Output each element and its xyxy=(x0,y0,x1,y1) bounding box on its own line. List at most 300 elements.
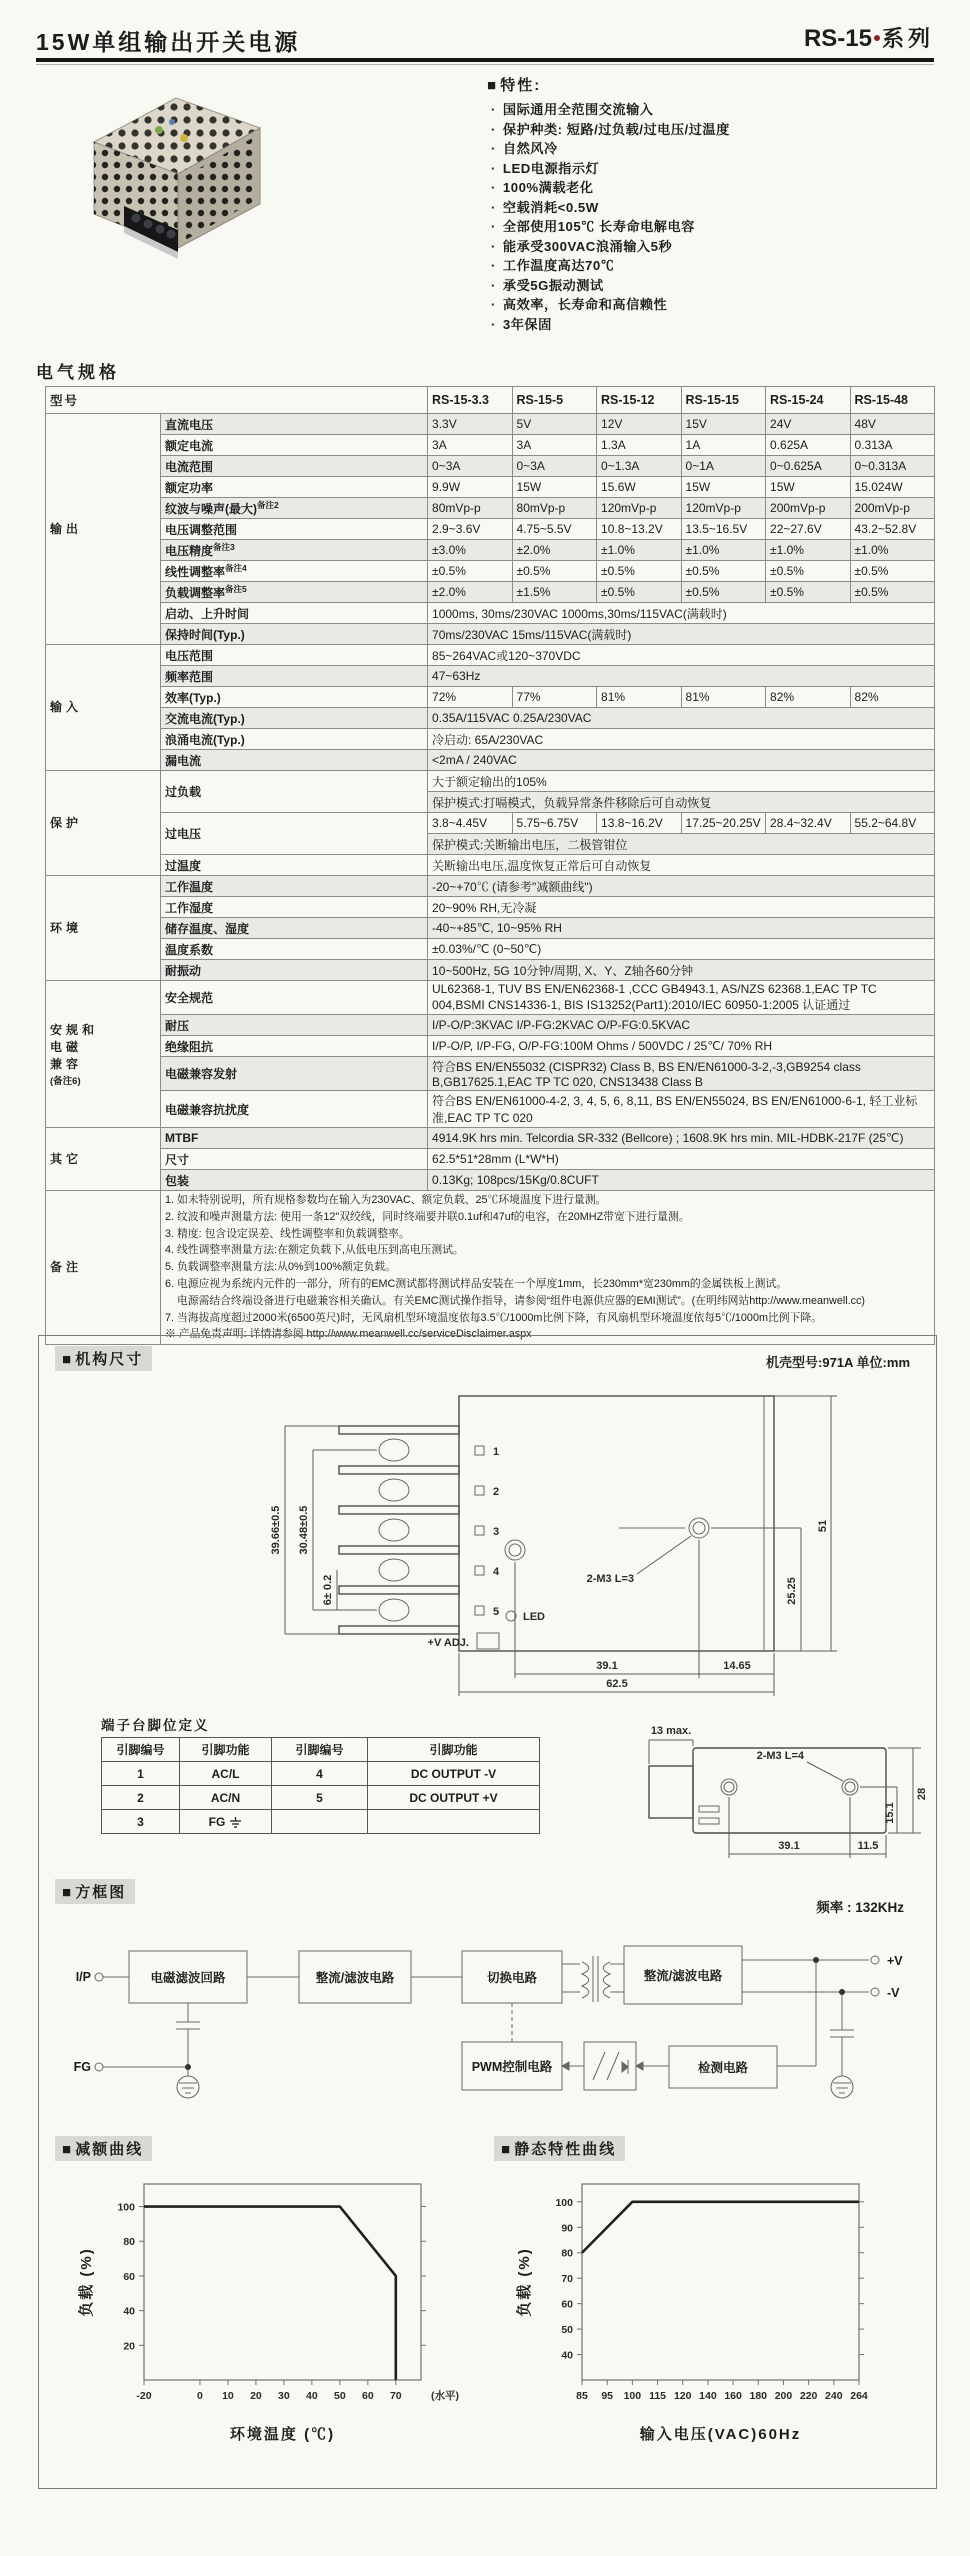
model-header: RS-15-24 xyxy=(766,387,851,414)
spec-row xyxy=(46,1057,935,1091)
pin-table-cell: FG xyxy=(180,1810,272,1834)
pin-table-row xyxy=(102,1810,540,1834)
feature-item: · 保护种类: 短路/过负载/过电压/过温度 xyxy=(491,120,942,140)
spec-row xyxy=(46,729,935,750)
svg-text:70: 70 xyxy=(389,2390,402,2402)
spec-value: ±2.0% xyxy=(512,540,597,561)
spec-value: ±0.5% xyxy=(428,561,513,582)
spec-value: 0~0.313A xyxy=(850,456,935,477)
spec-row xyxy=(46,1128,935,1149)
note-line: 1. 如未特别说明，所有规格参数均在输入为230VAC、额定负载、25℃环境温度下进行量测。 xyxy=(165,1194,607,1206)
spec-value: ±0.5% xyxy=(850,561,935,582)
dim-pitch: 6± 0.2 xyxy=(322,1574,334,1606)
model-column-header: 型号 xyxy=(46,387,428,414)
spec-row xyxy=(46,1170,935,1191)
pin-table-cell: 4 xyxy=(272,1762,368,1786)
spec-value: 200mVp-p xyxy=(766,498,851,519)
pin-table-row xyxy=(102,1786,540,1810)
section-group-label: 环境 xyxy=(46,876,161,981)
feature-item: · LED电源指示灯 xyxy=(491,159,942,179)
spec-value-span: ±0.03%/℃ (0~50℃) xyxy=(428,939,935,960)
svg-text:60: 60 xyxy=(561,2298,573,2311)
spec-row xyxy=(46,519,935,540)
svg-text:264: 264 xyxy=(850,2390,868,2402)
spec-value: 13.8~16.2V xyxy=(597,813,682,834)
spec-row xyxy=(46,666,935,687)
pin-table xyxy=(101,1737,540,1834)
emi-filter-block: 电磁滤波回路 xyxy=(150,1971,226,1985)
spec-value: ±0.5% xyxy=(681,582,766,603)
note-line: 2. 纹波和噪声测量方法: 使用一条12"双绞线，同时终端要并联0.1uf和47uf的电容，在20MHZ带宽下进行量测。 xyxy=(165,1210,690,1223)
feature-item: · 承受5G振动测试 xyxy=(491,276,942,296)
pin-table-header-cell: 引脚编号 xyxy=(102,1738,180,1762)
vminus-terminal-label: -V xyxy=(887,1986,900,2000)
pin-table-cell: AC/L xyxy=(180,1762,272,1786)
spec-row-label: 额定功率 xyxy=(161,477,428,498)
row-note-ref: 备注4 xyxy=(225,563,247,573)
spec-row-label: 尺寸 xyxy=(161,1149,428,1170)
spec-row-label: 工作温度 xyxy=(161,876,428,897)
feature-item: · 全部使用105℃ 长寿命电解电容 xyxy=(491,217,942,237)
spec-value-span: 20~90% RH,无冷凝 xyxy=(428,897,935,918)
spec-row-label: 电压范围 xyxy=(161,645,428,666)
section-group-label: 输入 xyxy=(46,645,161,771)
dim-case-height: 51 xyxy=(817,1519,829,1533)
spec-value: ±0.5% xyxy=(681,561,766,582)
section-group-label: 保护 xyxy=(46,771,161,876)
svg-text:60: 60 xyxy=(123,2270,135,2283)
spec-value: 120mVp-p xyxy=(597,498,682,519)
fg-terminal-label: FG xyxy=(73,2060,91,2074)
spec-row xyxy=(46,645,935,666)
note-line: 3. 精度: 包含设定误差、线性调整率和负载调整率。 xyxy=(165,1227,410,1240)
spec-row-label: 纹波与噪声(最大)$^{备注2}$ xyxy=(161,498,428,519)
ground-icon xyxy=(229,1817,242,1828)
spec-value: 0.313A xyxy=(850,435,935,456)
spec-value: ±0.5% xyxy=(512,561,597,582)
spec-row-label: 漏电流 xyxy=(161,750,428,771)
spec-value: 12V xyxy=(597,414,682,435)
feature-item: · 国际通用全范围交流输入 xyxy=(491,100,942,120)
svg-text:90: 90 xyxy=(561,2222,573,2235)
spec-row-label: 启动、上升时间 xyxy=(161,603,428,624)
spec-value: 80mVp-p xyxy=(512,498,597,519)
spec-value: 4.75~5.5V xyxy=(512,519,597,540)
derating-chart xyxy=(69,2170,489,2460)
spec-value-span: 62.5*51*28mm (L*W*H) xyxy=(428,1149,935,1170)
spec-row xyxy=(46,687,935,708)
pin-table-title: 端子台脚位定义 xyxy=(101,1718,210,1733)
spec-value: 82% xyxy=(850,687,935,708)
svg-text:0: 0 xyxy=(197,2390,203,2402)
spec-row xyxy=(46,603,935,624)
spec-row-label: 电压精度$^{备注3}$ xyxy=(161,540,428,561)
spec-row xyxy=(46,981,935,1015)
spec-value: 0~0.625A xyxy=(766,456,851,477)
svg-text:40: 40 xyxy=(123,2305,135,2318)
spec-row-label: 电磁兼容抗扰度 xyxy=(161,1091,428,1128)
side-view-drawing xyxy=(641,1718,931,1870)
spec-row-label: 额定电流 xyxy=(161,435,428,456)
spec-value: 3A xyxy=(512,435,597,456)
spec-value: 3.8~4.45V xyxy=(428,813,513,834)
model-header: RS-15-15 xyxy=(681,387,766,414)
spec-value-span: <2mA / 240VAC xyxy=(428,750,935,771)
feature-item: · 100%满载老化 xyxy=(491,178,942,198)
spec-value: 120mVp-p xyxy=(681,498,766,519)
dim-depth: 13 max. xyxy=(650,1725,692,1737)
dim-hole-edge: 14.65 xyxy=(723,1660,751,1672)
spec-row xyxy=(46,414,935,435)
spec-value-span: I/P-O/P:3KVAC I/P-FG:2KVAC O/P-FG:0.5KVAC xyxy=(428,1015,935,1036)
svg-text:40: 40 xyxy=(561,2349,573,2362)
spec-value: 9.9W xyxy=(428,477,513,498)
spec-value: 0~1A xyxy=(681,456,766,477)
spec-row-label: 线性调整率$^{备注4}$ xyxy=(161,561,428,582)
spec-value-span: 70ms/230VAC 15ms/115VAC(满载时) xyxy=(428,624,935,645)
spec-value-span: 10~500Hz, 5G 10分钟/周期, X、Y、Z轴各60分钟 xyxy=(428,960,935,981)
svg-text:100: 100 xyxy=(623,2390,642,2402)
spec-value-span: -40~+85℃, 10~95% RH xyxy=(428,918,935,939)
svg-text:50: 50 xyxy=(334,2390,346,2402)
spec-row-label: 工作湿度 xyxy=(161,897,428,918)
block-diagram xyxy=(59,1924,919,2129)
feature-item: · 能承受300VAC浪涌输入5秒 xyxy=(491,237,942,257)
spec-value: 5.75~6.75V xyxy=(512,813,597,834)
rectifier-block-2: 整流/滤波电路 xyxy=(643,1969,723,1983)
feature-item: · 空载消耗<0.5W xyxy=(491,198,942,218)
spec-row xyxy=(46,498,935,519)
switching-block: 切换电路 xyxy=(486,1971,538,1985)
spec-value-span: -20~+70℃ (请参考"减额曲线") xyxy=(428,876,935,897)
static-curve-heading: ■ 静态特性曲线 xyxy=(494,2136,625,2161)
spec-row xyxy=(46,918,935,939)
spec-value: 3A xyxy=(428,435,513,456)
spec-value: 1A xyxy=(681,435,766,456)
hole-label-side: 2-M3 L=4 xyxy=(756,1750,804,1762)
pin-table-cell: AC/N xyxy=(180,1786,272,1810)
svg-text:100: 100 xyxy=(555,2196,573,2209)
notes-cell xyxy=(161,1191,935,1345)
svg-text:30: 30 xyxy=(278,2390,290,2402)
spec-value-span: 85~264VAC或120~370VDC xyxy=(428,645,935,666)
row-note-ref: 备注5 xyxy=(225,584,247,594)
spec-value: ±0.5% xyxy=(766,582,851,603)
pin-3: 3 xyxy=(493,1526,500,1538)
derating-curve-heading: ■ 减额曲线 xyxy=(55,2136,152,2161)
spec-value: 22~27.6V xyxy=(766,519,851,540)
spec-value: 15W xyxy=(681,477,766,498)
svg-text:80: 80 xyxy=(561,2247,573,2260)
svg-text:70: 70 xyxy=(561,2273,573,2286)
spec-row-label: 电压调整范围 xyxy=(161,519,428,540)
spec-value-span: 符合BS EN/EN61000-4-2, 3, 4, 5, 6, 8,11, BS EN/EN55024, BS EN/EN61000-6-1, 轻工业标准,EAC TP TC 020 xyxy=(428,1091,935,1128)
adj-label: +V ADJ. xyxy=(427,1637,469,1649)
vplus-terminal-label: +V xyxy=(887,1954,903,1968)
model-header: RS-15-5 xyxy=(512,387,597,414)
spec-row xyxy=(46,456,935,477)
spec-row xyxy=(46,1015,935,1036)
pin-table-cell: 3 xyxy=(102,1810,180,1834)
spec-value: 200mVp-p xyxy=(850,498,935,519)
spec-value: 72% xyxy=(428,687,513,708)
spec-row-label: 电磁兼容发射 xyxy=(161,1057,428,1091)
spec-value-span: 47~63Hz xyxy=(428,666,935,687)
note-line: 7. 当海拔高度超过2000米(6500英尺)时，无风扇机型环境温度依每3.5℃/1000m比例下降，有风扇机型环境温度依每5℃/1000m比例下降。 xyxy=(165,1311,822,1324)
product-photo xyxy=(64,88,276,260)
dim-block-height: 39.66±0.5 xyxy=(270,1505,282,1555)
spec-value: 0~3A xyxy=(428,456,513,477)
spec-row-label: 耐压 xyxy=(161,1015,428,1036)
spec-row xyxy=(46,561,935,582)
svg-text:85: 85 xyxy=(576,2390,588,2402)
spec-value: ±1.0% xyxy=(597,540,682,561)
model-header: RS-15-12 xyxy=(597,387,682,414)
svg-text:(水平): (水平) xyxy=(431,2390,459,2402)
spec-row-label: 效率(Typ.) xyxy=(161,687,428,708)
section-group-label: 其它 xyxy=(46,1128,161,1191)
mechanical-heading: ■ 机构尺寸 xyxy=(55,1346,152,1371)
svg-text:120: 120 xyxy=(673,2390,692,2402)
notes-group-label: 备注 xyxy=(46,1191,161,1345)
svg-text:50: 50 xyxy=(561,2324,573,2337)
pin-table-header-cell: 引脚编号 xyxy=(272,1738,368,1762)
spec-row-label: 耐振动 xyxy=(161,960,428,981)
frequency-label: 频率 : 132KHz xyxy=(816,1900,904,1915)
spec-value-span: 0.13Kg; 108pcs/15Kg/0.8CUFT xyxy=(428,1170,935,1191)
pin-table-cell: DC OUTPUT -V xyxy=(368,1762,540,1786)
pin-table-header xyxy=(102,1738,540,1762)
svg-text:60: 60 xyxy=(361,2390,374,2402)
spec-value: ±0.5% xyxy=(597,561,682,582)
svg-text:20: 20 xyxy=(123,2340,135,2353)
pin-1: 1 xyxy=(493,1446,500,1458)
x-axis-label: 环境温度 (℃) xyxy=(229,2426,336,2443)
hole-label-front: 2-M3 L=3 xyxy=(586,1573,634,1585)
svg-text:220: 220 xyxy=(799,2390,818,2402)
feature-item: · 高效率，长寿命和高信赖性 xyxy=(491,295,942,315)
svg-text:115: 115 xyxy=(649,2390,667,2402)
spec-row xyxy=(46,771,935,792)
spec-row xyxy=(46,435,935,456)
note-line: 电源需结合终端设备进行电磁兼容相关确认。有关EMC测试操作指导，请参阅“组件电源供应器的EMI测试”。(在明纬网站http://www.meanwell.cc) xyxy=(165,1294,866,1307)
spec-value-span: 0.35A/115VAC 0.25A/230VAC xyxy=(428,708,935,729)
spec-value: 1.3A xyxy=(597,435,682,456)
spec-value-span: I/P-O/P, I/P-FG, O/P-FG:100M Ohms / 500VDC / 25℃/ 70% RH xyxy=(428,1036,935,1057)
spec-heading: 电气规格 xyxy=(36,363,120,382)
row-note-ref: 备注2 xyxy=(257,500,279,510)
spec-value: 15V xyxy=(681,414,766,435)
row-note-ref: 备注3 xyxy=(213,542,235,552)
case-info: 机壳型号:971A 单位:mm xyxy=(766,1355,910,1370)
spec-value: ±0.5% xyxy=(766,561,851,582)
spec-row-label: 交流电流(Typ.) xyxy=(161,708,428,729)
dim-length: 62.5 xyxy=(606,1678,628,1690)
model-header: RS-15-3.3 xyxy=(428,387,513,414)
feature-item: · 自然风冷 xyxy=(491,139,942,159)
spec-value: 81% xyxy=(597,687,682,708)
svg-text:80: 80 xyxy=(123,2236,135,2249)
note-line: 6. 电源应视为系统内元件的一部分，所有的EMC测试都将测试样品安装在一个厚度1mm，长230mm*宽230mm的金属铁板上测试。 xyxy=(165,1277,788,1290)
pin-table-cell: 5 xyxy=(272,1786,368,1810)
chart-static xyxy=(507,2170,927,2455)
spec-value-span: 保护模式:打嗝模式，负载异常条件移除后可自动恢复 xyxy=(428,792,935,813)
y-axis-label: 负载 (%) xyxy=(78,2247,95,2317)
detect-block: 检测电路 xyxy=(697,2061,749,2075)
spec-row-label: 过负载 xyxy=(161,771,428,813)
svg-text:20: 20 xyxy=(250,2390,262,2402)
spec-value: 43.2~52.8V xyxy=(850,519,935,540)
spec-row xyxy=(46,897,935,918)
notes-row xyxy=(46,1191,935,1345)
spec-row xyxy=(46,960,935,981)
spec-value: 77% xyxy=(512,687,597,708)
spec-row-label: 浪涌电流(Typ.) xyxy=(161,729,428,750)
svg-text:180: 180 xyxy=(749,2390,768,2402)
spec-value: 0.625A xyxy=(766,435,851,456)
pin-table-body xyxy=(102,1762,540,1834)
spec-table-body xyxy=(46,414,935,1345)
spec-row xyxy=(46,708,935,729)
block-diagram-heading: ■ 方框图 xyxy=(55,1879,135,1904)
spec-row-label: 包装 xyxy=(161,1170,428,1191)
y-axis-label: 负载 (%) xyxy=(516,2247,533,2317)
spec-value: 0~3A xyxy=(512,456,597,477)
svg-text:100: 100 xyxy=(117,2201,135,2214)
spec-row-label: 保持时间(Typ.) xyxy=(161,624,428,645)
features-section xyxy=(487,74,942,334)
spec-value-span: 1000ms, 30ms/230VAC 1000ms,30ms/115VAC(满载时) xyxy=(428,603,935,624)
spec-value-span: UL62368-1, TUV BS EN/EN62368-1 ,CCC GB4943.1, AS/NZS 62368.1,EAC TP TC 004,BSMI CNS14336-1, BIS IS13252(Part1):2010/IEC 60950-1:2005 认证通过 xyxy=(428,981,935,1015)
spec-value: 28.4~32.4V xyxy=(766,813,851,834)
series-dot-icon xyxy=(874,35,880,41)
features-heading: ■ 特性: xyxy=(487,74,942,95)
note-line: 4. 线性调整率测量方法:在额定负载下,从低电压到高电压测试。 xyxy=(165,1244,464,1257)
dim-hole-y-side: 15.1 xyxy=(884,1802,896,1824)
svg-text:95: 95 xyxy=(601,2390,614,2402)
spec-value-span: 大于额定输出的105% xyxy=(428,771,935,792)
spec-value: 82% xyxy=(766,687,851,708)
led-label: LED xyxy=(523,1611,545,1623)
svg-text:-20: -20 xyxy=(136,2390,152,2402)
dim-hole-x-side: 39.1 xyxy=(778,1840,800,1852)
spec-row xyxy=(46,813,935,834)
spec-row xyxy=(46,876,935,897)
spec-row xyxy=(46,477,935,498)
series-title xyxy=(804,22,934,53)
spec-row-label: 储存温度、湿度 xyxy=(161,918,428,939)
pin-table-cell: 1 xyxy=(102,1762,180,1786)
dim-case-depth: 28 xyxy=(916,1787,928,1801)
spec-value: ±1.0% xyxy=(766,540,851,561)
spec-row xyxy=(46,582,935,603)
spec-row-label: 过电压 xyxy=(161,813,428,855)
svg-text:200: 200 xyxy=(774,2390,793,2402)
spec-row xyxy=(46,1091,935,1128)
spec-value-span: 4914.9K hrs min. Telcordia SR-332 (Bellcore) ; 1608.9K hrs min. MIL-HDBK-217F (25℃) xyxy=(428,1128,935,1149)
rectifier-block-1: 整流/滤波电路 xyxy=(315,1971,395,1985)
static-chart xyxy=(507,2170,927,2460)
spec-value: ±1.0% xyxy=(850,540,935,561)
spec-value: ±0.5% xyxy=(850,582,935,603)
spec-value: 48V xyxy=(850,414,935,435)
spec-value: 5V xyxy=(512,414,597,435)
dim-hole-y: 25.25 xyxy=(786,1577,798,1605)
spec-value: 15.6W xyxy=(597,477,682,498)
front-view-drawing xyxy=(189,1386,849,1701)
spec-value: 15.024W xyxy=(850,477,935,498)
spec-row-label: 绝缘阻抗 xyxy=(161,1036,428,1057)
svg-text:240: 240 xyxy=(825,2390,843,2402)
feature-item: · 工作温度高达70℃ xyxy=(491,256,942,276)
pwm-control-block: PWM控制电路 xyxy=(471,2060,553,2074)
spec-row xyxy=(46,1036,935,1057)
spec-value: 3.3V xyxy=(428,414,513,435)
model-header: RS-15-48 xyxy=(850,387,935,414)
spec-value-span: 符合BS EN/EN55032 (CISPR32) Class B, BS EN/EN61000-3-2,-3,GB9254 class B,GB17625.1,EAC TP TC 020, CNS13438 Class B xyxy=(428,1057,935,1091)
spec-value: 81% xyxy=(681,687,766,708)
spec-value-span: 关断输出电压,温度恢复正常后可自动恢复 xyxy=(428,855,935,876)
features-list xyxy=(491,100,942,334)
pin-table-row xyxy=(102,1762,540,1786)
header-rule xyxy=(36,58,934,62)
svg-text:140: 140 xyxy=(699,2390,717,2402)
spec-value: 15W xyxy=(766,477,851,498)
pin-table-cell xyxy=(272,1810,368,1834)
pin-5: 5 xyxy=(493,1606,500,1618)
spec-value: ±3.0% xyxy=(428,540,513,561)
section-group-label: 输出 xyxy=(46,414,161,645)
spec-row xyxy=(46,624,935,645)
spec-value: 80mVp-p xyxy=(428,498,513,519)
spec-row-label: 负载调整率$^{备注5}$ xyxy=(161,582,428,603)
pin-table-cell: DC OUTPUT +V xyxy=(368,1786,540,1810)
section-group-label: 安规和 电磁 兼容 (备注6) xyxy=(46,981,161,1128)
pin-table-cell: 2 xyxy=(102,1786,180,1810)
series-model: RS-15 xyxy=(803,25,872,52)
spec-header-row xyxy=(46,387,935,414)
spec-row xyxy=(46,540,935,561)
spec-row-label: 温度系数 xyxy=(161,939,428,960)
pin-table-cell xyxy=(368,1810,540,1834)
spec-value: ±0.5% xyxy=(597,582,682,603)
spec-row-label: 频率范围 xyxy=(161,666,428,687)
svg-text:160: 160 xyxy=(724,2390,742,2402)
spec-row-label: 电流范围 xyxy=(161,456,428,477)
dim-hole-x: 39.1 xyxy=(596,1660,618,1672)
spec-row xyxy=(46,855,935,876)
spec-value: ±1.0% xyxy=(681,540,766,561)
spec-value: 0~1.3A xyxy=(597,456,682,477)
spec-value: 24V xyxy=(766,414,851,435)
spec-row-label: 过温度 xyxy=(161,855,428,876)
page-title: 15W单组输出开关电源 xyxy=(36,29,301,55)
dim-pins-span: 30.48±0.5 xyxy=(298,1505,310,1555)
svg-text:10: 10 xyxy=(222,2390,234,2402)
input-terminal-label: I/P xyxy=(75,1970,91,1984)
mechanical-panel xyxy=(38,1335,937,2489)
note-line: 5. 负载调整率测量方法:从0%到100%额定负载。 xyxy=(165,1261,396,1274)
spec-row-label: 安全规范 xyxy=(161,981,428,1015)
pin-4: 4 xyxy=(493,1566,500,1578)
feature-item: · 3年保固 xyxy=(491,315,942,335)
spec-row xyxy=(46,939,935,960)
spec-row-label: 直流电压 xyxy=(161,414,428,435)
spec-row-label: MTBF xyxy=(161,1128,428,1149)
pin-2: 2 xyxy=(493,1486,500,1498)
dim-hole-edge-side: 11.5 xyxy=(857,1840,879,1852)
spec-row xyxy=(46,1149,935,1170)
